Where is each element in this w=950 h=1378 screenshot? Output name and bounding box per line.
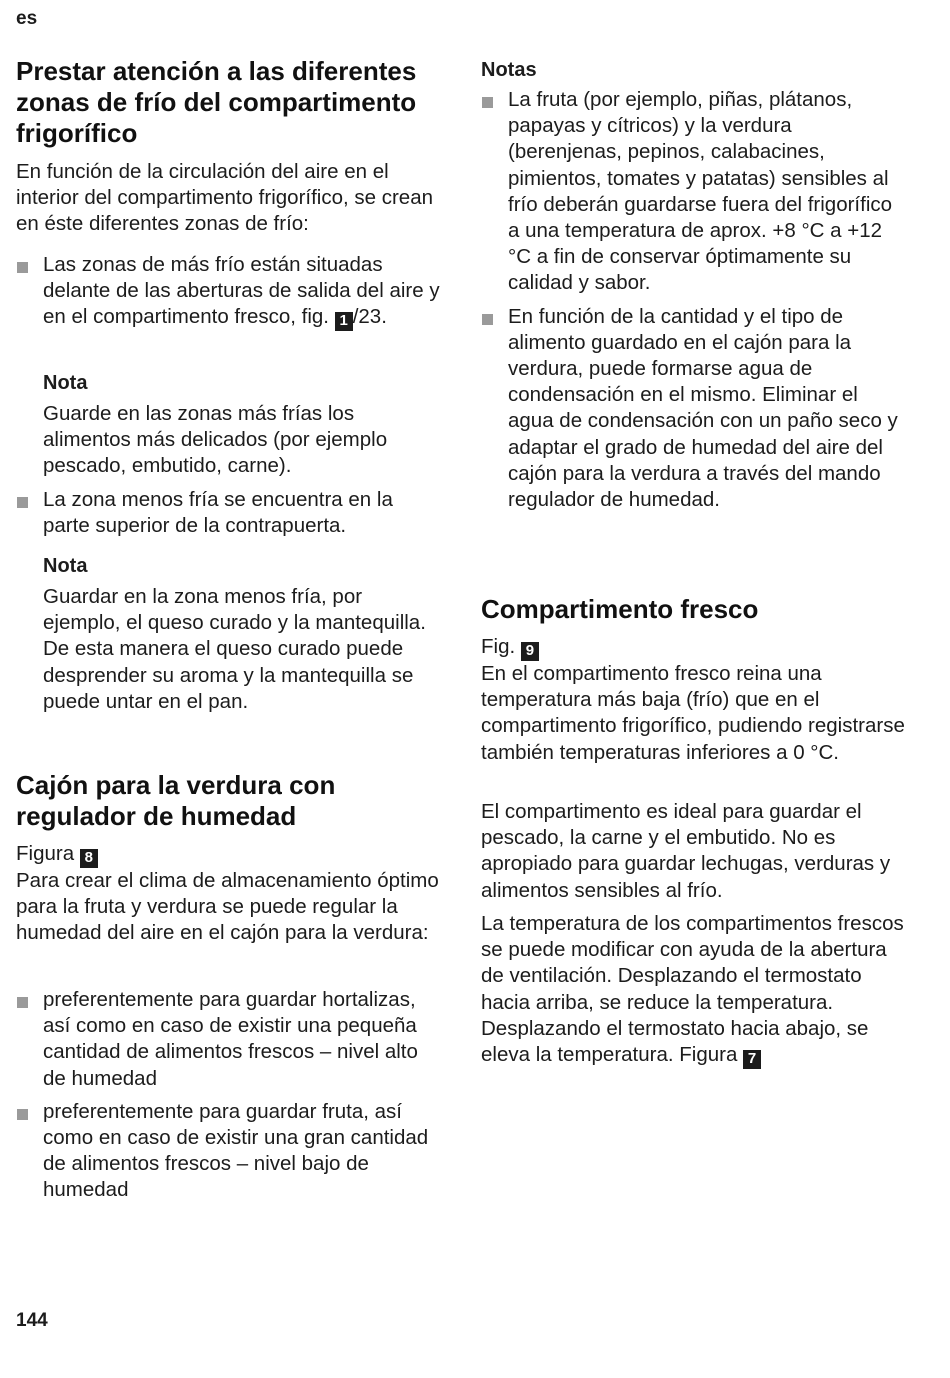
humidity-levels-list (16, 987, 441, 1204)
list-item: En función de la cantidad y el tipo de alimento guardado en el cajón para la verdura, puede formarse agua de condensación en el mismo. Eliminar el agua de condensación con un paño seco y adaptar el grado de humedad del aire del cajón para la verdura a través del mando regulador de humedad. (481, 304, 909, 514)
language-code: es (16, 8, 38, 29)
intro-text: Para crear el clima de almacenamiento óptimo para la fruta y verdura se puede regular la humedad del aire en el cajón para la verdura: (16, 869, 439, 945)
note-heading: Nota (43, 555, 88, 577)
figure-ref-badge: 1 (335, 312, 353, 331)
note-2 (16, 553, 441, 715)
page-number: 144 (16, 1310, 48, 1331)
list-item: La fruta (por ejemplo, piñas, plátanos, papayas y cítricos) y la verdura (berenjenas, pepinos, calabacines, pimientos, tomates y patatas) sensibles al frío deberán guardarse fuera del frigorífico a una temperatura de aprox. +8 °C a +12 °C a fin de conservar óptimamente su calidad y sabor. (481, 87, 909, 297)
section-title-fresh-compartment: Compartimento fresco (481, 594, 759, 624)
note-text: Guardar en la zona menos fría, por ejemplo, el queso curado y la mantequilla. De esta manera el queso curado puede desprender su aroma y la mantequilla se puede untar en el pan. (43, 585, 426, 713)
list-item: preferentemente para guardar fruta, así como en caso de existir una gran cantidad de alimentos frescos – nivel bajo de humedad (16, 1099, 441, 1204)
figure-ref-badge: 7 (743, 1050, 761, 1069)
figure-ref-suffix: /23. (352, 305, 387, 329)
list-item: La zona menos fría se encuentra en la parte superior de la contrapuerta. (16, 487, 441, 539)
notes-list (481, 87, 909, 513)
cold-zones-intro: En función de la circulación del aire en el interior del compartimento frigorífico, se crean en éste diferentes zonas de frío: (16, 160, 434, 236)
note-1 (16, 370, 441, 480)
note-heading: Nota (43, 372, 88, 394)
section-title-cold-zones: Prestar atención a las diferentes zonas de frío del compartimento frigorífico (16, 56, 417, 148)
list-item-text: Las zonas de más frío están situadas delante de las aberturas de salida del aire y en el compartimento fresco, fig. (43, 253, 440, 329)
notes-heading: Notas (481, 59, 537, 81)
figure-ref-badge: 9 (521, 642, 539, 661)
fresh-compartment-p1 (481, 634, 909, 766)
list-item: preferentemente para guardar hortalizas, así como en caso de existir una pequeña cantidad de alimentos frescos – nivel alto de humedad (16, 987, 441, 1092)
section-title-vegetable-drawer: Cajón para la verdura con regulador de humedad (16, 770, 336, 831)
cold-zones-list-2 (16, 487, 441, 539)
list-item (16, 252, 441, 331)
fresh-compartment-p2: El compartimento es ideal para guardar el pescado, la carne y el embutido. No es apropiado para guardar lechugas, verduras y alimentos sensibles al frío. (481, 800, 891, 902)
fresh-compartment-p3 (481, 911, 909, 1069)
paragraph-text: La temperatura de los compartimentos frescos se puede modificar con ayuda de la abertura de ventilación. Desplazando el termostato hacia arriba, se reduce la temperatura. Desplazando el termostato hacia abajo, se eleva la temperatura. Figura (481, 912, 904, 1067)
figure-ref-badge: 8 (80, 849, 98, 868)
figure-label: Figura (16, 842, 75, 865)
figure-label: Fig. (481, 635, 516, 658)
vegetable-drawer-intro (16, 841, 441, 947)
note-text: Guarde en las zonas más frías los alimentos más delicados (por ejemplo pescado, embutido, carne). (43, 402, 388, 478)
paragraph-text: En el compartimento fresco reina una temperatura más baja (frío) que en el compartimento frigorífico, pudiendo registrarse también temperaturas inferiores a 0 °C. (481, 662, 905, 764)
cold-zones-list-1 (16, 252, 441, 331)
